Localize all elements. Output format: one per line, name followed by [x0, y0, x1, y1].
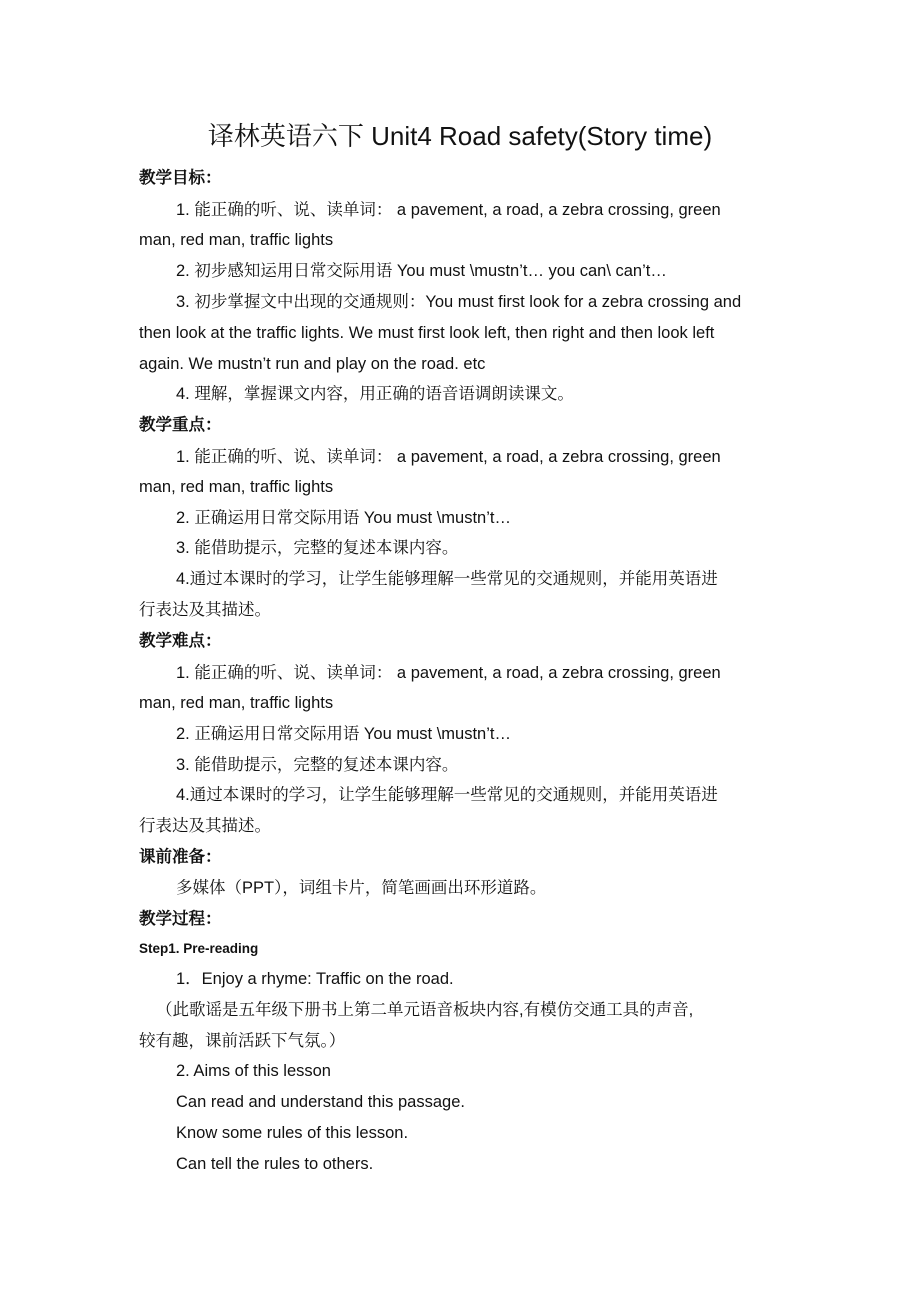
paragraph-line: 1. 能正确的听、说、读单词： a pavement, a road, a zebra crossing, green: [176, 448, 721, 466]
dotted-rule: [139, 224, 783, 225]
paragraph-line: man, red man, traffic lights: [139, 694, 334, 712]
paragraph-line: 2. 正确运用日常交际用语 You must \mustn’t…: [176, 509, 511, 527]
dotted-rule: [139, 1055, 783, 1056]
paragraph-line: again. We mustn’t run and play on the road. etc: [139, 355, 486, 373]
dotted-rule: [139, 902, 783, 903]
dotted-rule: [139, 748, 783, 749]
dotted-rule: [139, 532, 783, 533]
paragraph-line: 1. 能正确的听、说、读单词： a pavement, a road, a zebra crossing, green: [176, 664, 721, 682]
section-heading: 教学目标：: [139, 169, 222, 187]
paragraph-line: 2. 初步感知运用日常交际用语 You must \mustn’t… you can\ can’t…: [176, 262, 667, 280]
dotted-rule: [139, 593, 783, 594]
dotted-rule: [139, 501, 783, 502]
dotted-rule: [139, 471, 783, 472]
paragraph-line: Know some rules of this lesson.: [176, 1124, 409, 1142]
dotted-rule: [139, 254, 783, 255]
dotted-rule: [139, 1024, 783, 1025]
dotted-rule: [139, 1085, 783, 1086]
dotted-rule: [139, 285, 783, 286]
dotted-rule: [139, 439, 783, 440]
dotted-rule: [139, 1116, 783, 1117]
paragraph-line: 4.通过本课时的学习，让学生能够理解一些常见的交通规则，并能用英语进: [176, 570, 718, 588]
paragraph-line: 3. 能借助提示，完整的复述本课内容。: [176, 756, 459, 774]
paragraph-line: 多媒体（PPT），词组卡片，简笔画画出环形道路。: [176, 879, 547, 897]
dotted-rule: [139, 779, 783, 780]
dotted-rule: [139, 655, 783, 656]
paragraph-line: 2. Aims of this lesson: [176, 1062, 331, 1080]
paragraph-line: then look at the traffic lights. We must first look left, then right and then look left: [139, 324, 715, 342]
paragraph-line: 3. 初步掌握文中出现的交通规则：You must first look for a zebra crossing and: [176, 293, 742, 311]
dotted-rule: [139, 933, 783, 934]
dotted-rule: [139, 993, 783, 994]
dotted-rule: [139, 347, 783, 348]
dotted-rule: [139, 840, 783, 841]
dotted-rule: [139, 871, 783, 872]
section-heading: 教学难点：: [139, 632, 222, 650]
dotted-rule: [139, 316, 783, 317]
dotted-rule: [139, 717, 783, 718]
step-heading: Step1. Pre-reading: [139, 941, 259, 956]
document-title: 译林英语六下 Unit4 Road safety(Story time): [207, 121, 713, 151]
section-heading: 课前准备：: [139, 848, 222, 866]
dotted-rule: [139, 1147, 783, 1148]
dotted-rule: [139, 809, 783, 810]
paragraph-line: Can read and understand this passage.: [176, 1093, 465, 1111]
paragraph-line: 行表达及其描述。: [139, 817, 271, 835]
paragraph-line: 行表达及其描述。: [139, 601, 271, 619]
paragraph-line: 3. 能借助提示，完整的复述本课内容。: [176, 539, 459, 557]
paragraph-line: man, red man, traffic lights: [139, 478, 334, 496]
dotted-rule: [139, 624, 783, 625]
dotted-rule: [139, 687, 783, 688]
paragraph-line: man, red man, traffic lights: [139, 231, 334, 249]
section-heading: 教学重点：: [139, 416, 222, 434]
section-heading: 教学过程：: [139, 910, 222, 928]
paragraph-line: 4.通过本课时的学习，让学生能够理解一些常见的交通规则，并能用英语进: [176, 786, 718, 804]
paragraph-line: 较有趣，课前活跃下气氛。）: [139, 1032, 346, 1050]
paragraph-line: 1．Enjoy a rhyme: Traffic on the road.: [176, 970, 454, 988]
dotted-rule: [139, 1178, 783, 1179]
paragraph-line: 2. 正确运用日常交际用语 You must \mustn’t…: [176, 725, 511, 743]
paragraph-line: （此歌谣是五年级下册书上第二单元语音板块内容,有模仿交通工具的声音,: [156, 1001, 694, 1019]
dotted-rule: [139, 562, 783, 563]
paragraph-line: 1. 能正确的听、说、读单词： a pavement, a road, a zebra crossing, green: [176, 201, 721, 219]
dotted-rule: [139, 378, 783, 379]
dotted-rule: [139, 408, 783, 409]
paragraph-line: Can tell the rules to others.: [176, 1155, 374, 1173]
paragraph-line: 4. 理解，掌握课文内容，用正确的语音语调朗读课文。: [176, 385, 574, 403]
